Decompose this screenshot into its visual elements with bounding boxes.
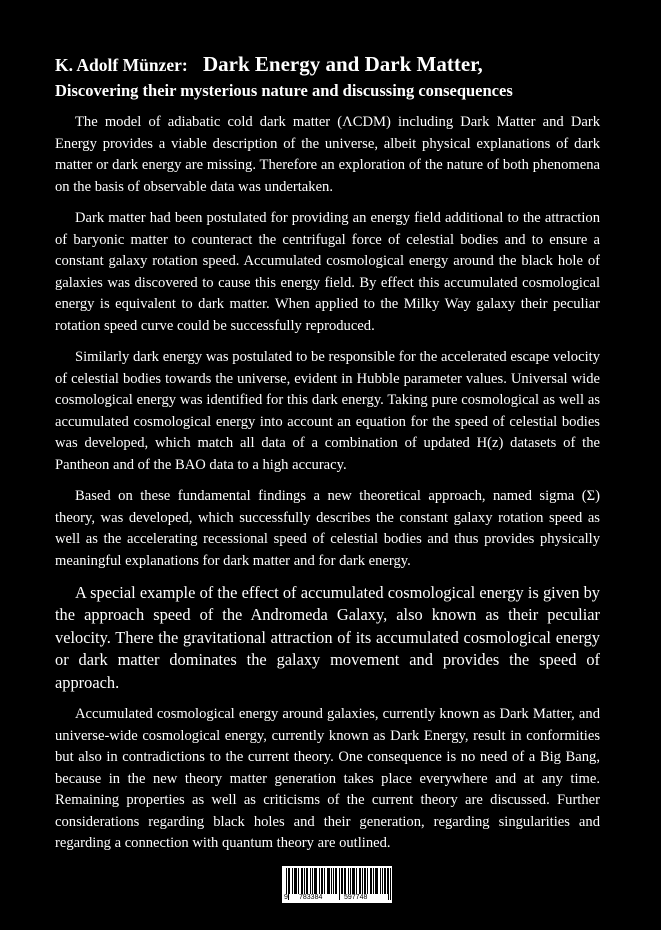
paragraph: Accumulated cosmological energy around galaxies, currently known as Dark Matter, and universe-wide cosmological energy, currently known as Dark Energy, result in conformities but also in contradictions to the current theory. One consequence is no need of a Big Bang, because in the new theory matter generation takes place everywhere and at any time. Remaining properties as well as criticisms of the current theory are discussed. Further considerations regarding black holes and their generation, regarding singularities and regarding a connection with quantum theory are outlined.: [55, 706, 600, 852]
barcode-bar: [310, 868, 311, 894]
author-name: K. Adolf Münzer:: [55, 55, 188, 75]
barcode-bar: [388, 868, 389, 900]
barcode-group-right: 597748: [344, 894, 368, 901]
barcode-bar: [331, 868, 332, 894]
back-cover-text: [55, 52, 600, 855]
barcode-bar: [298, 868, 299, 894]
barcode-bar: [367, 868, 368, 894]
barcode-bar: [312, 868, 313, 894]
barcode-bar: [295, 868, 296, 894]
title-line: [55, 52, 600, 80]
barcode-bar: [288, 868, 289, 900]
barcode-bar: [301, 868, 302, 894]
barcode-bar: [364, 868, 365, 894]
barcode-bar: [353, 868, 354, 894]
paragraph: Based on these fundamental findings a new theoretical approach, named sigma (Σ) theory, was developed, which successfully describes the constant galaxy rotation speed as well as the accelerating recessional speed of celestial bodies and thus provides physically meaningful explanations for dark matter and for dark energy.: [55, 488, 600, 569]
paragraph: Similarly dark energy was postulated to be responsible for the accelerated escape velocity of celestial bodies towards the universe, evident in Hubble parameter values. Universal wide cosmological energy was identified for this dark energy. Taking pure cosmological as well as accumulated cosmological energy into account an equation for the speed of celestial bodies was developed, which match all data of a combination of updated H(z) datasets of the Pantheon and of the BAO data to a high accuracy.: [55, 349, 600, 473]
barcode-bar: [382, 868, 383, 894]
paragraph: Dark matter had been postulated for providing an energy field additional to the attraction of baryonic matter to counteract the centrifugal force of celestial bodies and to ensure a constant galaxy rotation speed. Accumulated cosmological energy around the black hole of galaxies was discovered to cause this energy field. By effect this accumulated cosmological energy is equivalent to dark matter. When applied to the Milky Way galaxy their peculiar rotation speed curve could be successfully reproduced.: [55, 210, 600, 334]
barcode-bar: [384, 868, 385, 894]
barcode-bar: [350, 868, 351, 894]
barcode-bar: [336, 868, 337, 894]
barcode-bar: [344, 868, 345, 894]
book-title: Dark Energy and Dark Matter,: [203, 52, 483, 76]
barcode-bar: [387, 868, 388, 894]
barcode-bar: [370, 868, 371, 894]
barcode-bar: [304, 868, 305, 894]
barcode-bar: [348, 868, 349, 894]
barcode-bar: [373, 868, 374, 894]
barcode-bar: [341, 868, 342, 894]
barcode-bar: [377, 868, 378, 894]
barcode-bar: [390, 868, 391, 900]
barcode-bar: [322, 868, 323, 894]
barcode-bar: [324, 868, 325, 894]
barcode-bar: [365, 868, 366, 894]
barcode-bar: [289, 868, 290, 894]
isbn-barcode: [282, 866, 392, 903]
barcode-bar: [362, 868, 363, 894]
barcode-bar: [315, 868, 316, 894]
barcode-bar: [339, 868, 340, 900]
barcode-bar: [345, 868, 346, 894]
barcode-bar: [314, 868, 315, 894]
barcode-bar: [296, 868, 297, 894]
barcode-bar: [329, 868, 330, 894]
barcode-bar: [375, 868, 376, 894]
barcode-bar: [380, 868, 381, 894]
barcode-bar: [327, 868, 328, 894]
barcode-bar: [360, 868, 361, 894]
barcode-bar: [319, 868, 320, 894]
barcode-bar: [328, 868, 329, 894]
barcode-bar: [307, 868, 308, 894]
paragraph: The model of adiabatic cold dark matter (ΛCDM) including Dark Matter and Dark Energy provides a viable description of the universe, albeit physical explanations of dark matter or dark energy are missing. Therefore an exploration of the nature of both phenomena on the basis of observable data was undertaken.: [55, 114, 600, 195]
barcode-bar: [359, 868, 360, 894]
barcode-bar: [294, 868, 295, 894]
barcode-bar: [333, 868, 334, 894]
book-subtitle: Discovering their mysterious nature and discussing consequences: [55, 81, 513, 100]
paragraph: A special example of the effect of accumulated cosmological energy is given by the approach speed of the Andromeda Galaxy, also known as their peculiar velocity. There the gravitational attraction of its accumulated cosmological energy or dark matter dominates the galaxy movement and provides the speed of approach.: [55, 583, 600, 692]
barcode-bar: [371, 868, 372, 894]
barcode-bar: [356, 868, 357, 894]
barcode-bar: [376, 868, 377, 894]
barcode-bar: [292, 868, 293, 894]
barcode-bar: [352, 868, 353, 894]
barcode-bar: [321, 868, 322, 894]
barcode-digit-first: 9: [284, 894, 288, 901]
barcode-bar: [385, 868, 386, 894]
barcode-bar: [306, 868, 307, 894]
barcode-group-left: 783384: [299, 894, 323, 901]
barcode-bar: [335, 868, 336, 894]
barcode-bar: [354, 868, 355, 894]
barcode-bar: [342, 868, 343, 894]
barcode-bar: [302, 868, 303, 894]
barcode-bar: [316, 868, 317, 894]
